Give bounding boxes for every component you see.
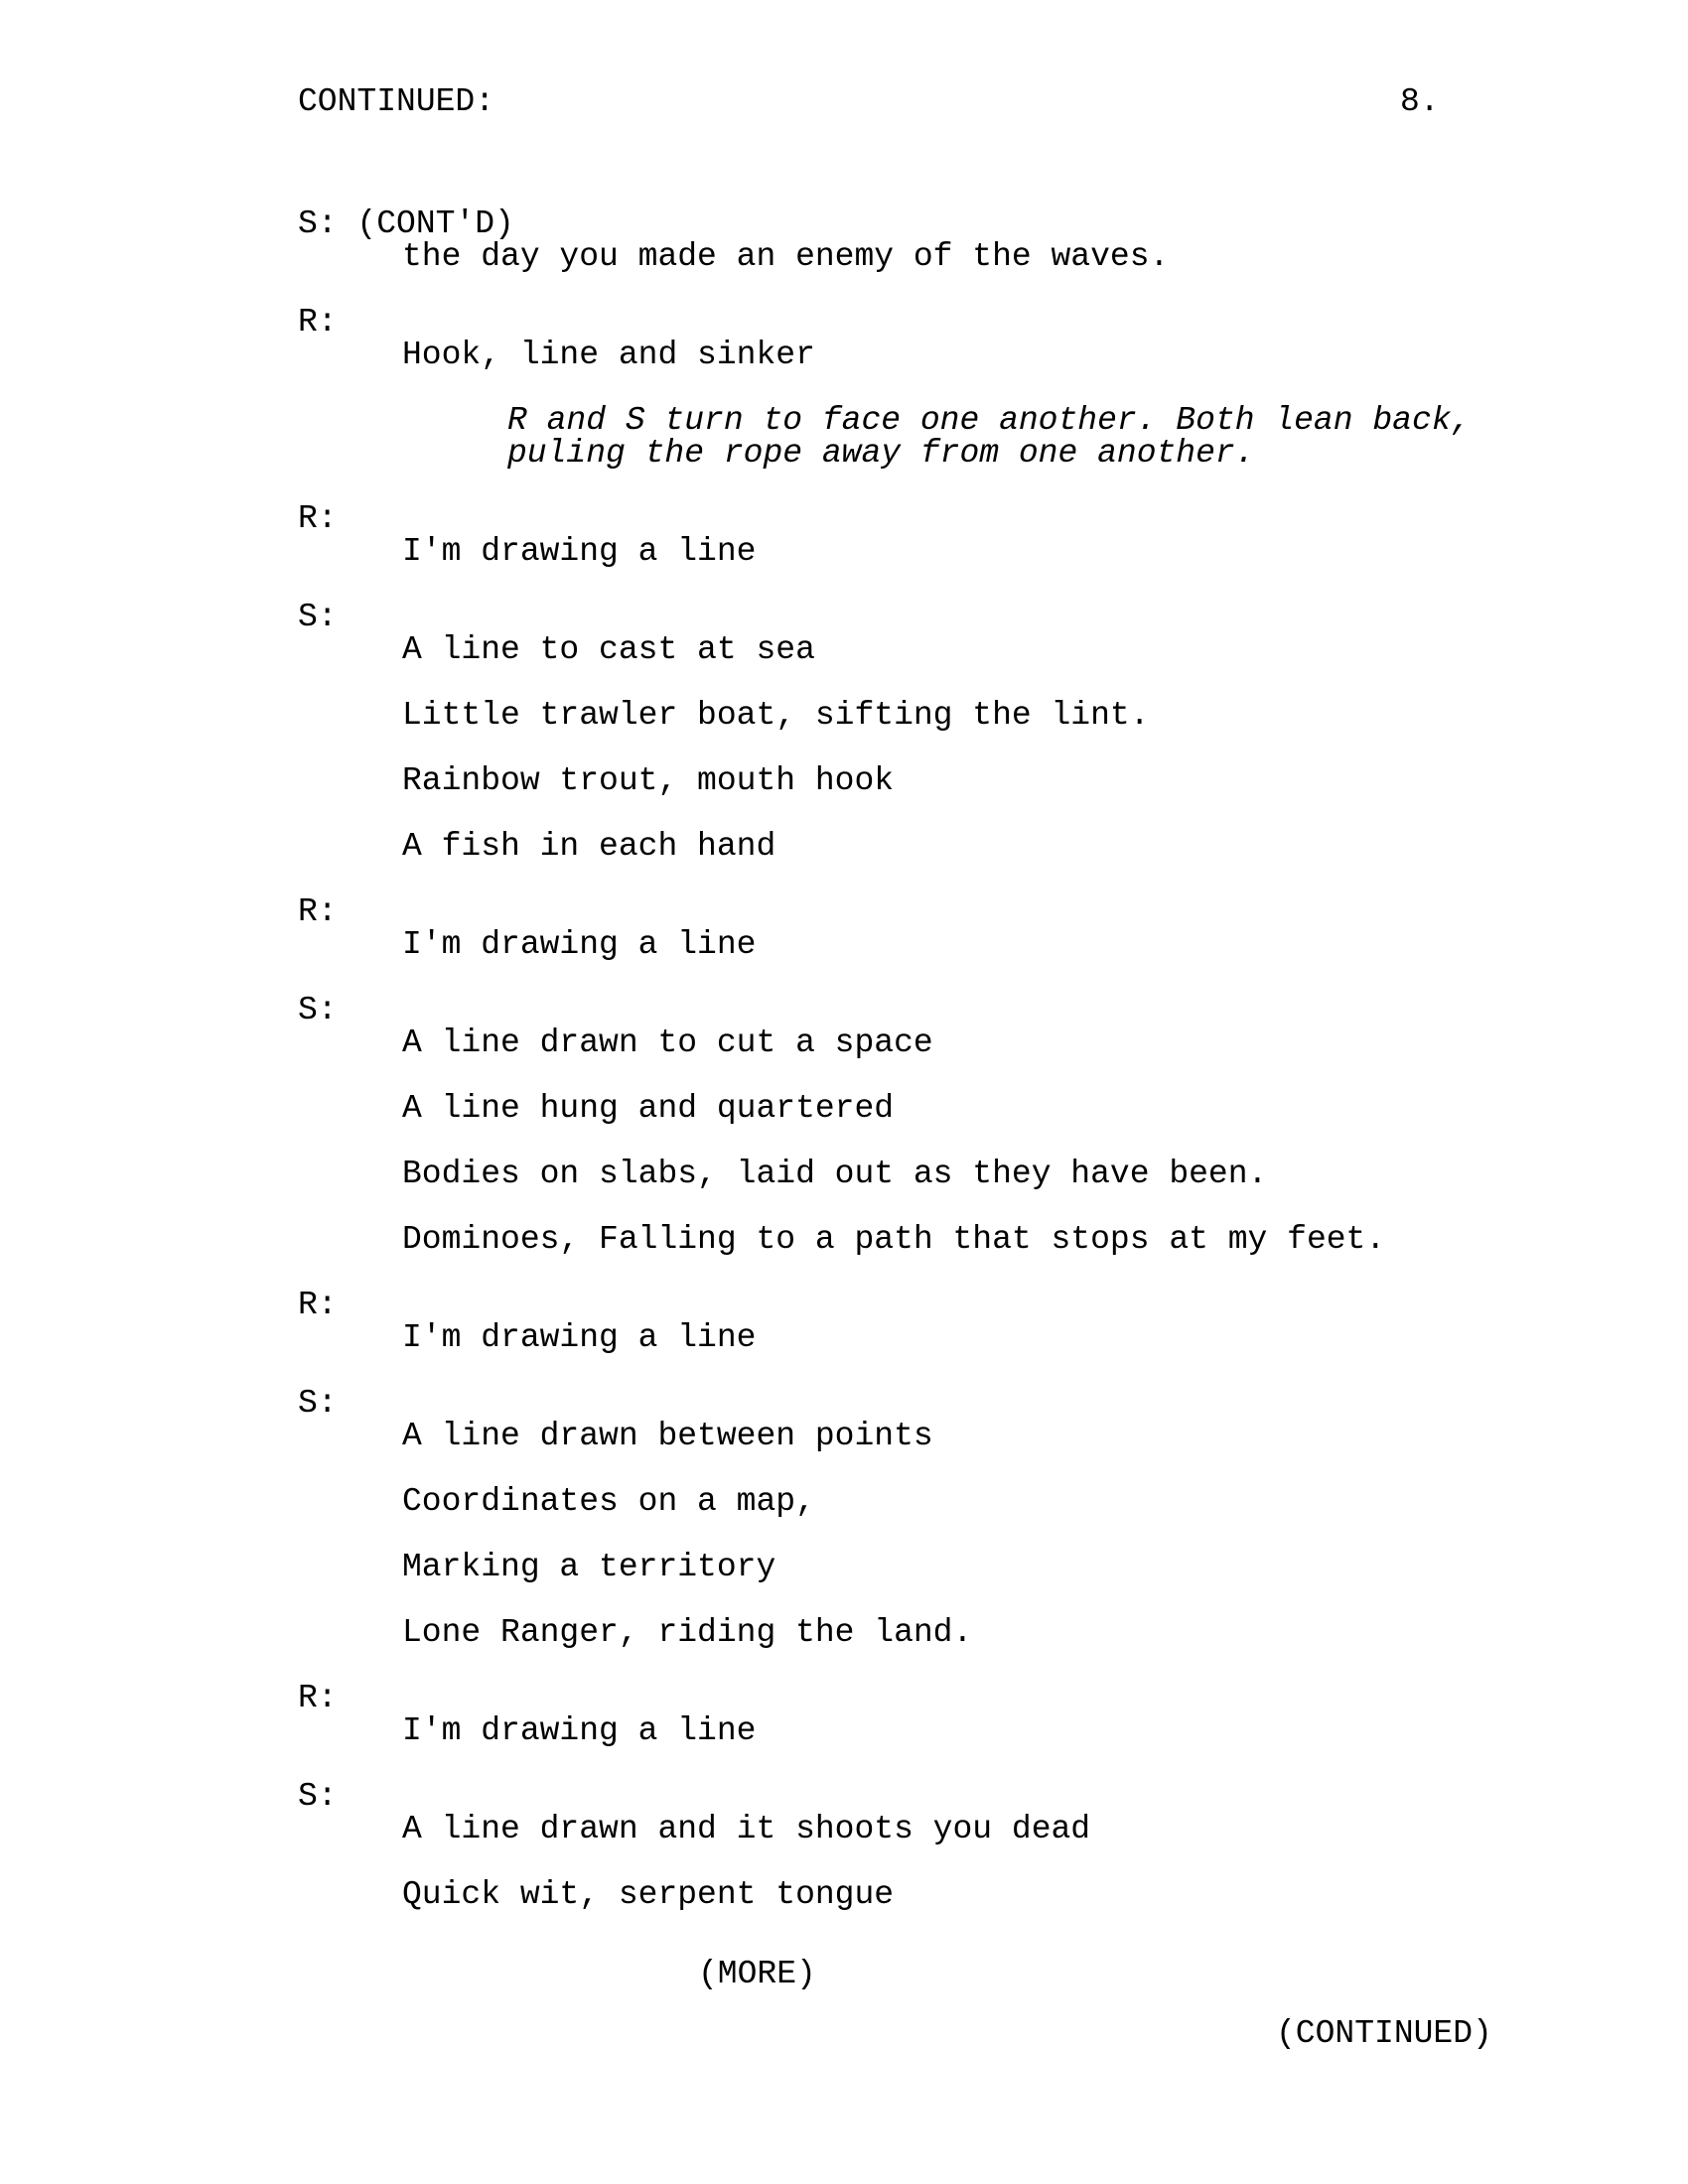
- dialogue-line: Coordinates on a map,: [402, 1483, 815, 1520]
- page-number: 8.: [1400, 83, 1440, 120]
- dialogue-line: I'm drawing a line: [402, 1712, 757, 1749]
- speaker-label: S:: [298, 1385, 338, 1422]
- dialogue-line: Dominoes, Falling to a path that stops at my feet.: [402, 1221, 1386, 1258]
- dialogue-line: Lone Ranger, riding the land.: [402, 1614, 973, 1651]
- dialogue-line: A line drawn between points: [402, 1418, 933, 1454]
- dialogue-line: Bodies on slabs, laid out as they have been.: [402, 1156, 1268, 1192]
- dialogue-line: A line hung and quartered: [402, 1090, 895, 1127]
- script-body: [298, 207, 1628, 1911]
- dialogue-line: I'm drawing a line: [402, 926, 757, 963]
- dialogue-line: A line to cast at sea: [402, 631, 815, 668]
- speaker-label: S:: [298, 599, 338, 635]
- page-header: [0, 85, 1688, 118]
- dialogue-line: Hook, line and sinker: [402, 337, 815, 373]
- dialogue-line: Quick wit, serpent tongue: [402, 1876, 895, 1913]
- dialogue-line: I'm drawing a line: [402, 533, 757, 570]
- continued-footer-label: (CONTINUED): [1276, 2015, 1492, 2052]
- speaker-label: R:: [298, 893, 338, 930]
- dialogue-line: the day you made an enemy of the waves.: [402, 238, 1170, 275]
- dialogue-line: Marking a territory: [402, 1549, 776, 1585]
- speaker-label: R:: [298, 304, 338, 341]
- continued-header-label: CONTINUED:: [298, 83, 495, 120]
- dialogue-line: Rainbow trout, mouth hook: [402, 762, 895, 799]
- dialogue-line: A line drawn to cut a space: [402, 1024, 933, 1061]
- dialogue-line: A line drawn and it shoots you dead: [402, 1811, 1091, 1847]
- action-line: puling the rope away from one another.: [507, 435, 1255, 472]
- action-line: R and S turn to face one another. Both lean back,: [507, 402, 1472, 439]
- dialogue-line: I'm drawing a line: [402, 1319, 757, 1356]
- speaker-label: S:: [298, 992, 338, 1028]
- speaker-label: S:: [298, 1778, 338, 1815]
- speaker-label: R:: [298, 1680, 338, 1716]
- speaker-label: S: (CONT'D): [298, 205, 514, 242]
- speaker-label: R:: [298, 500, 338, 537]
- dialogue-line: A fish in each hand: [402, 828, 776, 865]
- speaker-label: R:: [298, 1287, 338, 1323]
- dialogue-line: Little trawler boat, sifting the lint.: [402, 697, 1150, 734]
- more-marker: (MORE): [698, 1956, 816, 1992]
